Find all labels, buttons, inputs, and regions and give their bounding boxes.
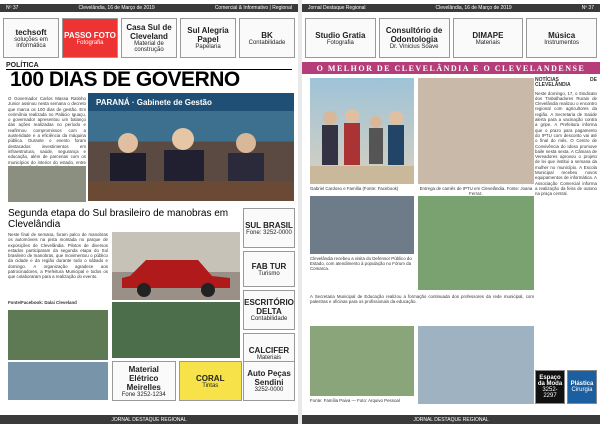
iptu-photo	[418, 78, 534, 184]
ad-techsoft[interactable]: techsoft soluções em informática	[3, 18, 59, 58]
ad-escritorio-delta[interactable]: ESCRITÓRIO DELTA Contabilidade	[243, 290, 295, 330]
story-text-2: Neste final de semana, foram palco de manobras os automóveis na pista montada no parque de exposições de Clevelândia. Pilotos de diversos estados participaram da segunda etapa do Sul brasileiro de manobras, que movimentou o público da cidade e da região durante todo o sábado e domingo. A organização agradece aos patrocinadores, a Prefeitura Municipal e todos os que colaboraram para a realização do evento.	[8, 232, 108, 280]
main-headline: 100 DIAS DE GOVERNO	[10, 68, 240, 91]
header-left: Nº 37	[6, 5, 19, 11]
governor-photo-art	[88, 93, 294, 201]
ad-coral[interactable]: CORAL Tintas	[179, 361, 243, 401]
column-title: NOTÍCIAS DE CLEVELÂNDIA	[535, 77, 597, 89]
caption-paiva: Fonte: Família Paiva — Foto: Arquivo Pessoal	[310, 398, 400, 403]
ad-papelaria[interactable]: Sul Alegria Papel Papelaria	[180, 18, 236, 58]
ad-calcifer[interactable]: CALCIFER Materiais	[243, 333, 295, 373]
ad-odontologia[interactable]: Consultório de Odontologia Dr. Vinicius Soave	[379, 18, 450, 58]
header-center: Clevelândia, 16 de Março de 2019	[78, 5, 155, 11]
main-photo	[88, 93, 294, 201]
story-credit: Fonte/Facebook: Dalai Cleveland	[8, 300, 77, 305]
car-art	[112, 232, 240, 300]
story-text-1: O Governador Carlos Massa Ratinho Junior assinou nesta semana o decreto que marca os 100 dias de gestão. Em cerimônia realizada no Palácio Iguaçu, o governador apresentou um balanço das ações realizadas no período e reafirmou compromissos com a austeridade e a eficiência da máquina pública. Durante o evento foram destacados investimentos em infraestrutura, saúde, segurança e educação, além de parcerias com os municípios do interior do estado, entre	[8, 96, 86, 165]
header-right: Comercial & Informativo | Regional	[214, 5, 292, 11]
caption-family: Gabriel Cardoso e Família (Fonte: Facebook)	[310, 186, 399, 191]
section-banner: O MELHOR DE CLEVELÂNDIA E O CLEVELANDENSE	[302, 62, 600, 74]
news-column	[535, 78, 597, 378]
ad-fab-tur[interactable]: FAB TUR Turismo	[243, 251, 295, 287]
header-right: Nº 37	[581, 5, 594, 11]
page-header	[302, 4, 600, 12]
ad-sul-brasil[interactable]: SUL BRASIL Fone: 3252-0000	[243, 208, 295, 248]
ad-passo[interactable]: PASSO FOTO Fotografia	[62, 18, 118, 58]
vehicle-photo	[8, 362, 108, 400]
column-text: Neste domingo, 17, o Sindicato dos Trabalhadores Rurais de Clevelândia realizou o encontro regional com agricultores da região. A Secretaria de Saúde alerta para a vacinação contra a gripe. A Prefeitura informa que o prazo para pagamento do IPTU com desconto vai até o final do mês. O Centro de Convivência do Idoso promove baile nesta sexta. A Câmara de Vereadores aprovou o projeto de lei que institui a semana da mulher no município. A Escola Municipal recebeu novos equipamentos de informática. A Associação Comercial informa a realização da feira de outono na praça central.	[535, 90, 597, 197]
caption-educacao: A Secretaria Municipal de Educação realizou a formação continuada dos professores da rede municipal, com palestras e oficinas para os profissionais da educação.	[310, 294, 534, 305]
crowd-event-photo	[112, 302, 240, 358]
page-header	[0, 4, 298, 12]
caption-iptu: Entrega de carnês de IPTU em Clevelândia. Fonte: Joana Ferraz.	[419, 186, 533, 197]
interview-photo	[310, 196, 414, 254]
header-center: Clevelândia, 16 de Março de 2019	[435, 5, 512, 11]
family-outdoor-photo	[310, 326, 414, 396]
family-art	[310, 78, 414, 184]
header-left: Jornal Destaque Regional	[308, 5, 366, 11]
crowd-photo	[8, 166, 86, 202]
family-photo	[310, 78, 414, 184]
ad-studio[interactable]: Studio Gratia Fotografia	[305, 18, 376, 58]
page-footer	[302, 415, 600, 424]
page-footer	[0, 415, 298, 424]
caption-defensor: Clevelândia recebeu a visita do Defensor Público do Estado, com atendimento à população no Fórum da Comarca.	[310, 256, 412, 272]
footer-text: JORNAL DESTAQUE REGIONAL	[413, 416, 489, 423]
ad-material-eletrico[interactable]: Material Elétrico Meirelles Fone 3252-1234	[112, 361, 176, 401]
group-photo	[418, 196, 534, 290]
ad-auto-pecas[interactable]: Auto Peças Sendini 3252-0000	[243, 361, 295, 401]
sub-headline: Segunda etapa do Sul brasileiro de manobras em Clevelândia	[8, 208, 229, 230]
ad-dimape[interactable]: DIMAPE Materiais	[453, 18, 524, 58]
ad-musica[interactable]: Música Instrumentos	[526, 18, 597, 58]
footer-text: JORNAL DESTAQUE REGIONAL	[111, 416, 187, 423]
bottom-ads	[112, 361, 242, 401]
right-page	[302, 0, 600, 424]
car-photo	[112, 232, 240, 300]
ad-bk[interactable]: BK Contabilidade	[239, 18, 295, 58]
ad-plastica[interactable]: Plástica Cirurgia	[567, 370, 597, 404]
ad-casa-sul[interactable]: Casa Sul de Cleveland Material de construção	[121, 18, 177, 58]
ad-espaco-moda[interactable]: Espaço da Moda 3252-2297	[535, 370, 565, 404]
school-photo	[418, 326, 534, 404]
svg-text:PARANÁ · Gabinete de Gestão: PARANÁ · Gabinete de Gestão	[96, 98, 212, 107]
event-photo	[8, 310, 108, 360]
section-label: POLÍTICA	[6, 62, 292, 70]
top-ad-band	[3, 18, 295, 58]
top-ad-band	[305, 18, 597, 58]
left-page	[0, 0, 298, 424]
